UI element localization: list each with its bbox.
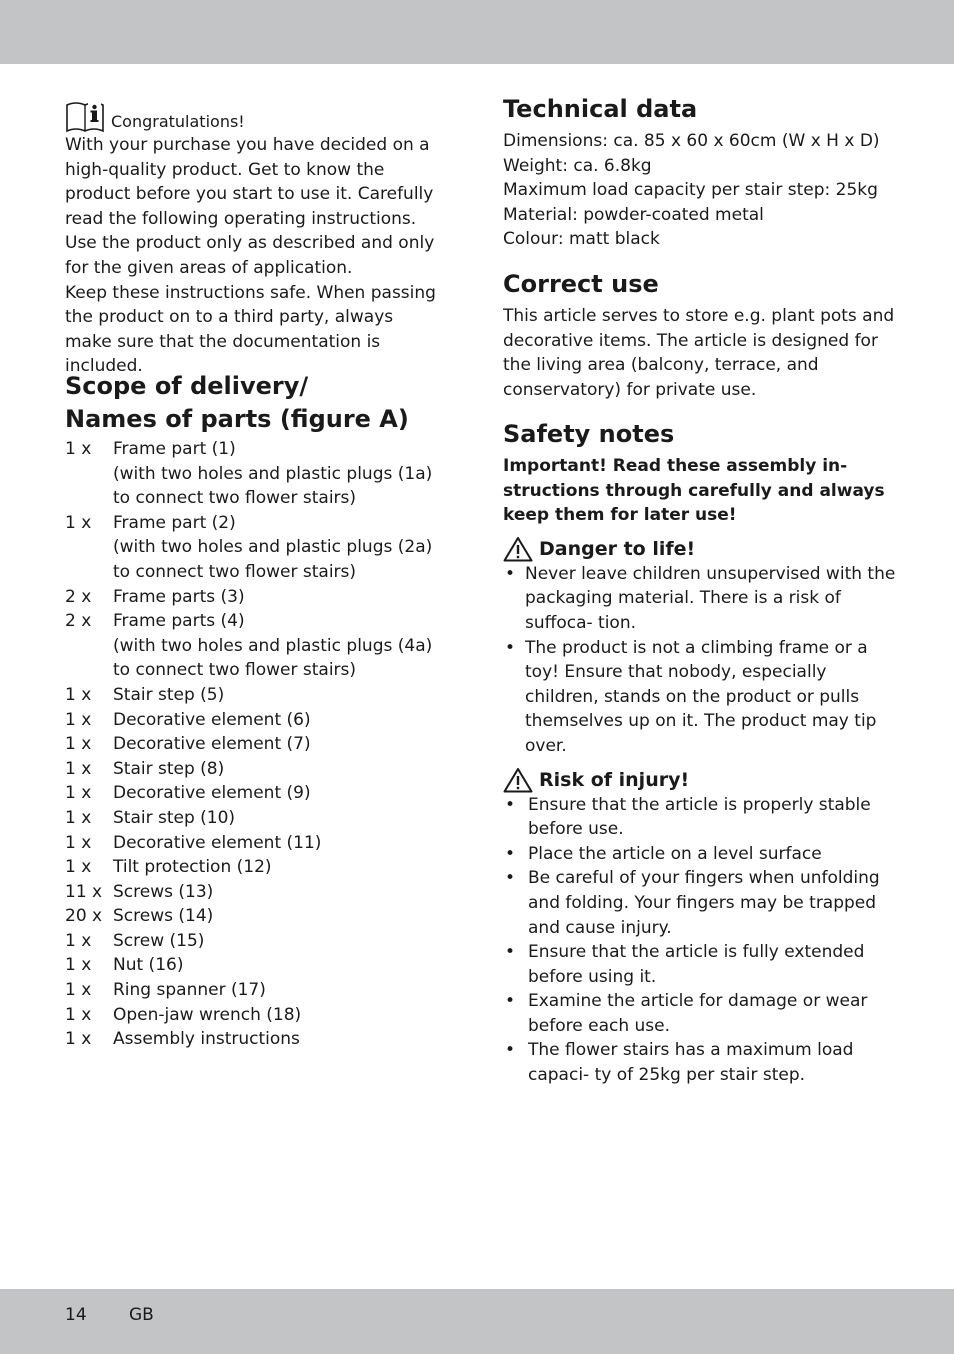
part-name: Assembly instructions bbox=[113, 1029, 300, 1050]
header-band bbox=[0, 0, 954, 64]
part-qty bbox=[65, 634, 113, 683]
parts-list-item bbox=[65, 683, 445, 708]
part-qty: 1 x bbox=[65, 439, 92, 459]
bullet: • bbox=[505, 942, 516, 963]
intro-paragraph: Keep these instructions safe. When passing the product on to a third party, always make sure that the documentation is included. bbox=[65, 282, 436, 377]
parts-list-item bbox=[65, 978, 445, 1003]
correct-use-title: Correct use bbox=[503, 270, 659, 298]
list-item bbox=[503, 866, 898, 940]
warning-triangle-icon bbox=[503, 767, 533, 793]
parts-list-item bbox=[65, 535, 445, 584]
list-item-text: Be careful of your fingers when unfolding and folding. Your fingers may be trapped and cause injury. bbox=[528, 868, 880, 938]
part-qty: 1 x bbox=[65, 758, 92, 779]
parts-list-item bbox=[65, 757, 445, 782]
part-qty: 1 x bbox=[65, 512, 92, 533]
technical-line: Maximum load capacity per stair step: 25kg bbox=[503, 180, 878, 201]
bullet: • bbox=[505, 637, 516, 658]
risk-heading bbox=[503, 767, 898, 793]
part-name: Screw (15) bbox=[113, 930, 205, 951]
part-name: Stair step (8) bbox=[113, 758, 225, 779]
parts-list-item bbox=[65, 831, 445, 856]
part-name: Frame parts (3) bbox=[113, 586, 245, 607]
list-item-text: Place the article on a level surface bbox=[528, 843, 822, 864]
part-qty: 1 x bbox=[65, 980, 92, 1001]
part-qty: 1 x bbox=[65, 955, 92, 976]
parts-list-item bbox=[65, 1027, 445, 1052]
technical-line: Weight: ca. 6.8kg bbox=[503, 155, 652, 176]
part-qty: 1 x bbox=[65, 734, 92, 755]
language-code: GB bbox=[129, 1305, 154, 1325]
technical-line: Dimensions: ca. 85 x 60 x 60cm (W x H x D) bbox=[503, 131, 880, 151]
correct-use-section bbox=[503, 268, 898, 402]
parts-list-item bbox=[65, 462, 445, 511]
risk-list bbox=[503, 793, 898, 1088]
info-book-icon bbox=[65, 99, 105, 133]
part-name: Stair step (5) bbox=[113, 684, 225, 705]
part-name: (with two holes and plastic plugs (1a) to connect two flower stairs) bbox=[113, 463, 433, 509]
parts-list-item bbox=[65, 1003, 445, 1028]
part-qty: 1 x bbox=[65, 783, 92, 804]
bullet: • bbox=[505, 843, 516, 864]
part-qty bbox=[65, 462, 113, 511]
list-item bbox=[503, 989, 898, 1038]
list-item-text: Never leave children unsupervised with the packaging material. There is a risk of suffoca- tion. bbox=[525, 563, 896, 633]
part-name: Decorative element (6) bbox=[113, 709, 311, 730]
list-item bbox=[503, 1038, 898, 1087]
list-item bbox=[503, 842, 898, 867]
parts-list-item bbox=[65, 904, 445, 929]
safety-notes-section bbox=[503, 418, 898, 1088]
parts-list-item bbox=[65, 585, 445, 610]
parts-list-item bbox=[65, 929, 445, 954]
correct-use-text: This article serves to store e.g. plant pots and decorative items. The article is designed for the living area (balcony, terrace, and conservatory) for private use. bbox=[503, 306, 895, 400]
part-qty: 11 x bbox=[65, 881, 103, 902]
part-qty: 1 x bbox=[65, 1004, 92, 1025]
list-item bbox=[503, 940, 898, 989]
technical-data-lines bbox=[503, 129, 898, 252]
technical-data-title: Technical data bbox=[503, 95, 698, 123]
scope-title-line1: Scope of delivery/ bbox=[65, 372, 309, 400]
danger-heading-text: Danger to life! bbox=[539, 537, 696, 560]
parts-list-item bbox=[65, 855, 445, 880]
scope-title-line2: Names of parts (figure A) bbox=[65, 405, 409, 433]
danger-list bbox=[503, 562, 898, 759]
list-item-text: Ensure that the article is properly stable before use. bbox=[528, 794, 871, 840]
intro-paragraph: Use the product only as described and only for the given areas of application. bbox=[65, 233, 435, 278]
safety-notes-title: Safety notes bbox=[503, 420, 675, 448]
risk-heading-text: Risk of injury! bbox=[539, 768, 690, 791]
parts-list-item bbox=[65, 708, 445, 733]
scope-title bbox=[65, 370, 445, 436]
part-qty: 1 x bbox=[65, 857, 92, 878]
list-item bbox=[503, 562, 898, 636]
bullet: • bbox=[505, 868, 516, 889]
parts-list-item bbox=[65, 437, 445, 462]
part-qty: 1 x bbox=[65, 807, 92, 828]
list-item bbox=[503, 793, 898, 842]
part-name: (with two holes and plastic plugs (4a) to connect two flower stairs) bbox=[113, 635, 433, 681]
part-qty: 1 x bbox=[65, 684, 92, 705]
part-name: Frame part (2) bbox=[113, 512, 236, 533]
technical-line: Material: powder-coated metal bbox=[503, 204, 764, 225]
part-name: Stair step (10) bbox=[113, 807, 236, 828]
part-name: Frame part (1) bbox=[113, 439, 236, 459]
intro-section bbox=[65, 96, 445, 379]
parts-list-item bbox=[65, 634, 445, 683]
list-item bbox=[503, 636, 898, 759]
part-name: Tilt protection (12) bbox=[113, 857, 272, 878]
list-item-text: Examine the article for damage or wear before each use. bbox=[528, 991, 868, 1036]
part-name: Open-jaw wrench (18) bbox=[113, 1004, 302, 1025]
part-name: Screws (13) bbox=[113, 881, 214, 902]
technical-line: Colour: matt black bbox=[503, 229, 660, 250]
part-name: Frame parts (4) bbox=[113, 611, 245, 632]
intro-paragraph: With your purchase you have decided on a high-quality product. Get to know the product before you start to use it. Carefully read the following operating instructions. bbox=[65, 135, 434, 229]
bullet: • bbox=[505, 1040, 516, 1061]
parts-list-item bbox=[65, 806, 445, 831]
part-name: Decorative element (7) bbox=[113, 734, 311, 755]
parts-list bbox=[65, 437, 445, 1052]
warning-triangle-icon bbox=[503, 536, 533, 562]
technical-data-section bbox=[503, 93, 898, 252]
parts-list-item bbox=[65, 732, 445, 757]
part-qty bbox=[65, 535, 113, 584]
part-qty: 1 x bbox=[65, 832, 92, 853]
part-name: Screws (14) bbox=[113, 906, 214, 927]
danger-heading bbox=[503, 536, 898, 562]
part-name: Decorative element (11) bbox=[113, 832, 322, 853]
part-name: Ring spanner (17) bbox=[113, 980, 266, 1001]
intro-heading-text: Congratulations! bbox=[111, 112, 245, 131]
important-notice: Important! Read these assembly in- structions through carefully and always keep them for later use! bbox=[503, 456, 885, 526]
part-qty: 1 x bbox=[65, 709, 92, 730]
page-number: 14 bbox=[65, 1305, 87, 1325]
list-item-text: Ensure that the article is fully extended before using it. bbox=[528, 942, 865, 987]
parts-list-item bbox=[65, 953, 445, 978]
part-name: (with two holes and plastic plugs (2a) to connect two flower stairs) bbox=[113, 537, 433, 582]
list-item-text: The flower stairs has a maximum load capaci- ty of 25kg per stair step. bbox=[528, 1040, 854, 1086]
part-name: Nut (16) bbox=[113, 955, 184, 976]
part-qty: 20 x bbox=[65, 906, 103, 927]
parts-list-item bbox=[65, 609, 445, 634]
bullet: • bbox=[505, 991, 516, 1012]
parts-list-item bbox=[65, 781, 445, 806]
parts-list-item bbox=[65, 511, 445, 536]
part-qty: 2 x bbox=[65, 611, 92, 632]
part-name: Decorative element (9) bbox=[113, 783, 311, 804]
intro-heading bbox=[65, 96, 445, 133]
part-qty: 2 x bbox=[65, 586, 92, 607]
bullet: • bbox=[505, 563, 516, 584]
part-qty: 1 x bbox=[65, 1029, 92, 1050]
scope-section bbox=[65, 370, 445, 1052]
parts-list-item bbox=[65, 880, 445, 905]
bullet: • bbox=[505, 794, 516, 815]
part-qty: 1 x bbox=[65, 930, 92, 951]
list-item-text: The product is not a climbing frame or a toy! Ensure that nobody, especially children, stands on the product or pulls themselves up on it. The product may tip over. bbox=[525, 637, 877, 756]
